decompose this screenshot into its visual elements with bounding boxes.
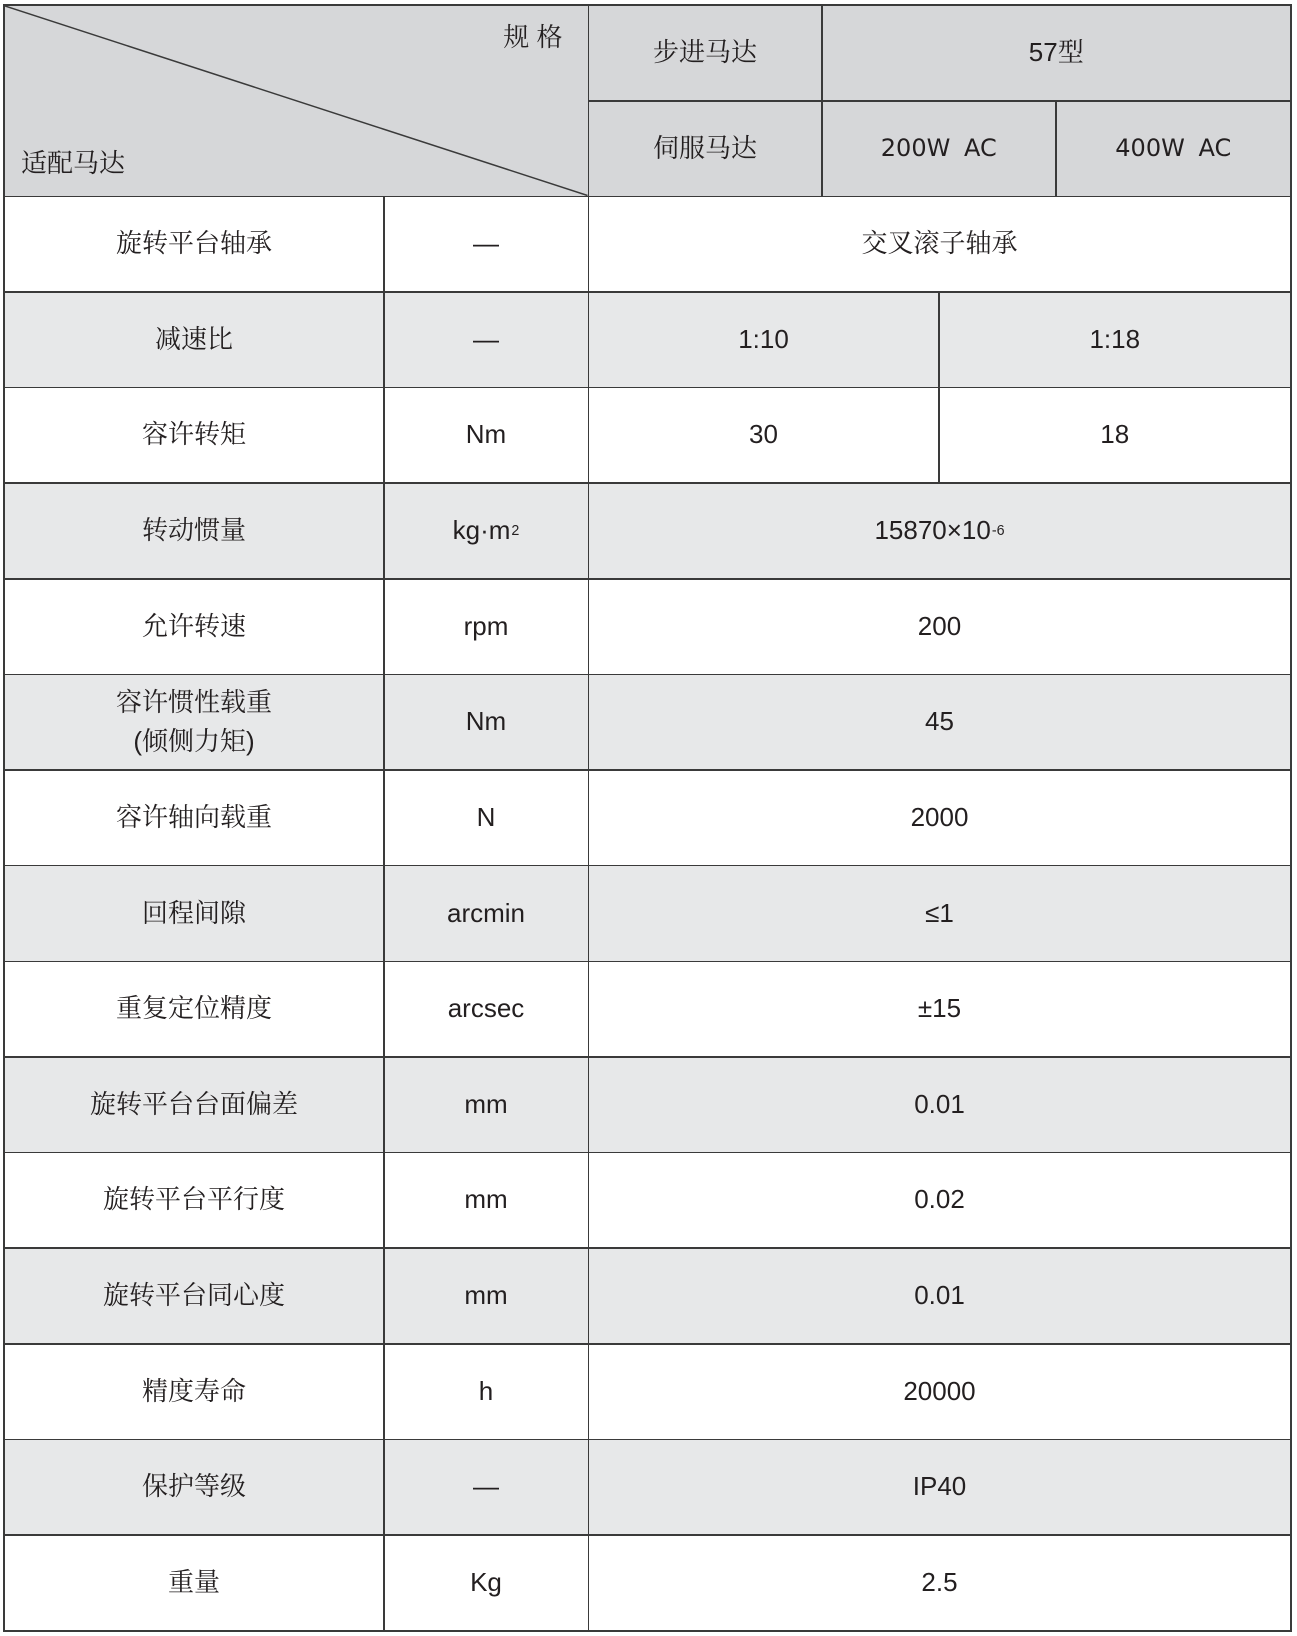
row-label: 允许转速	[5, 580, 383, 674]
row-value-base: 15870×10	[874, 515, 991, 546]
row-unit: h	[385, 1345, 588, 1439]
row-label: 减速比	[5, 293, 383, 387]
row-value: ±15	[589, 962, 1290, 1056]
row-label: 保护等级	[5, 1440, 383, 1534]
row-unit: mm	[385, 1058, 588, 1152]
row-value: 0.01	[589, 1058, 1290, 1152]
row-label: 精度寿命	[5, 1345, 383, 1439]
row-value: 0.01	[589, 1249, 1290, 1343]
row-unit: Nm	[385, 675, 588, 769]
row-value-1: 30	[589, 388, 938, 482]
row-label: 旋转平台平行度	[5, 1153, 383, 1247]
row-value: 45	[589, 675, 1290, 769]
row-value: 20000	[589, 1345, 1290, 1439]
row-value: 交叉滚子轴承	[589, 197, 1290, 291]
row-label: 转动惯量	[5, 484, 383, 578]
servo-motor-label: 伺服马达	[589, 102, 821, 196]
row-unit: —	[385, 1440, 588, 1534]
row-label: 旋转平台台面偏差	[5, 1058, 383, 1152]
row-label	[5, 675, 383, 769]
row-value: 200	[589, 580, 1290, 674]
row-unit: Nm	[385, 388, 588, 482]
row-unit: —	[385, 293, 588, 387]
row-value: ≤1	[589, 866, 1290, 960]
row-unit: N	[385, 771, 588, 865]
spec-table	[3, 4, 1292, 1632]
stepper-motor-value: 57型	[823, 6, 1291, 100]
row-label: 重量	[5, 1536, 383, 1630]
row-unit: arcsec	[385, 962, 588, 1056]
spec-header-label: 规 格	[503, 22, 563, 52]
servo-motor-value-200w: 200W AC	[823, 102, 1056, 196]
row-unit: Kg	[385, 1536, 588, 1630]
row-value: 0.02	[589, 1153, 1290, 1247]
row-unit: mm	[385, 1249, 588, 1343]
row-label: 容许轴向载重	[5, 771, 383, 865]
row-unit: kg·m 2	[385, 484, 588, 578]
servo-motor-value-400w: 400W AC	[1057, 102, 1291, 196]
row-unit: arcmin	[385, 866, 588, 960]
header-diagonal-cell	[5, 6, 588, 196]
row-unit: —	[385, 197, 588, 291]
row-label-lines	[116, 683, 272, 761]
adapter-motor-header-label: 适配马达	[21, 147, 126, 178]
row-label: 重复定位精度	[5, 962, 383, 1056]
row-label-line-2: (倾侧力矩)	[133, 726, 255, 757]
row-unit-base: kg·m	[452, 515, 511, 546]
row-label: 容许转矩	[5, 388, 383, 482]
row-value: 2000	[589, 771, 1290, 865]
row-label: 旋转平台同心度	[5, 1249, 383, 1343]
row-value-2: 18	[940, 388, 1291, 482]
row-value: IP40	[589, 1440, 1290, 1534]
stepper-motor-label: 步进马达	[589, 6, 821, 100]
row-label: 回程间隙	[5, 866, 383, 960]
row-label: 旋转平台轴承	[5, 197, 383, 291]
row-unit: mm	[385, 1153, 588, 1247]
row-value-2: 1:18	[940, 293, 1291, 387]
row-value: 2.5	[589, 1536, 1290, 1630]
row-value-1: 1:10	[589, 293, 938, 387]
row-label-line-1: 容许惯性载重	[115, 687, 272, 718]
row-value: 15870×10 -6	[589, 484, 1290, 578]
row-unit: rpm	[385, 580, 588, 674]
